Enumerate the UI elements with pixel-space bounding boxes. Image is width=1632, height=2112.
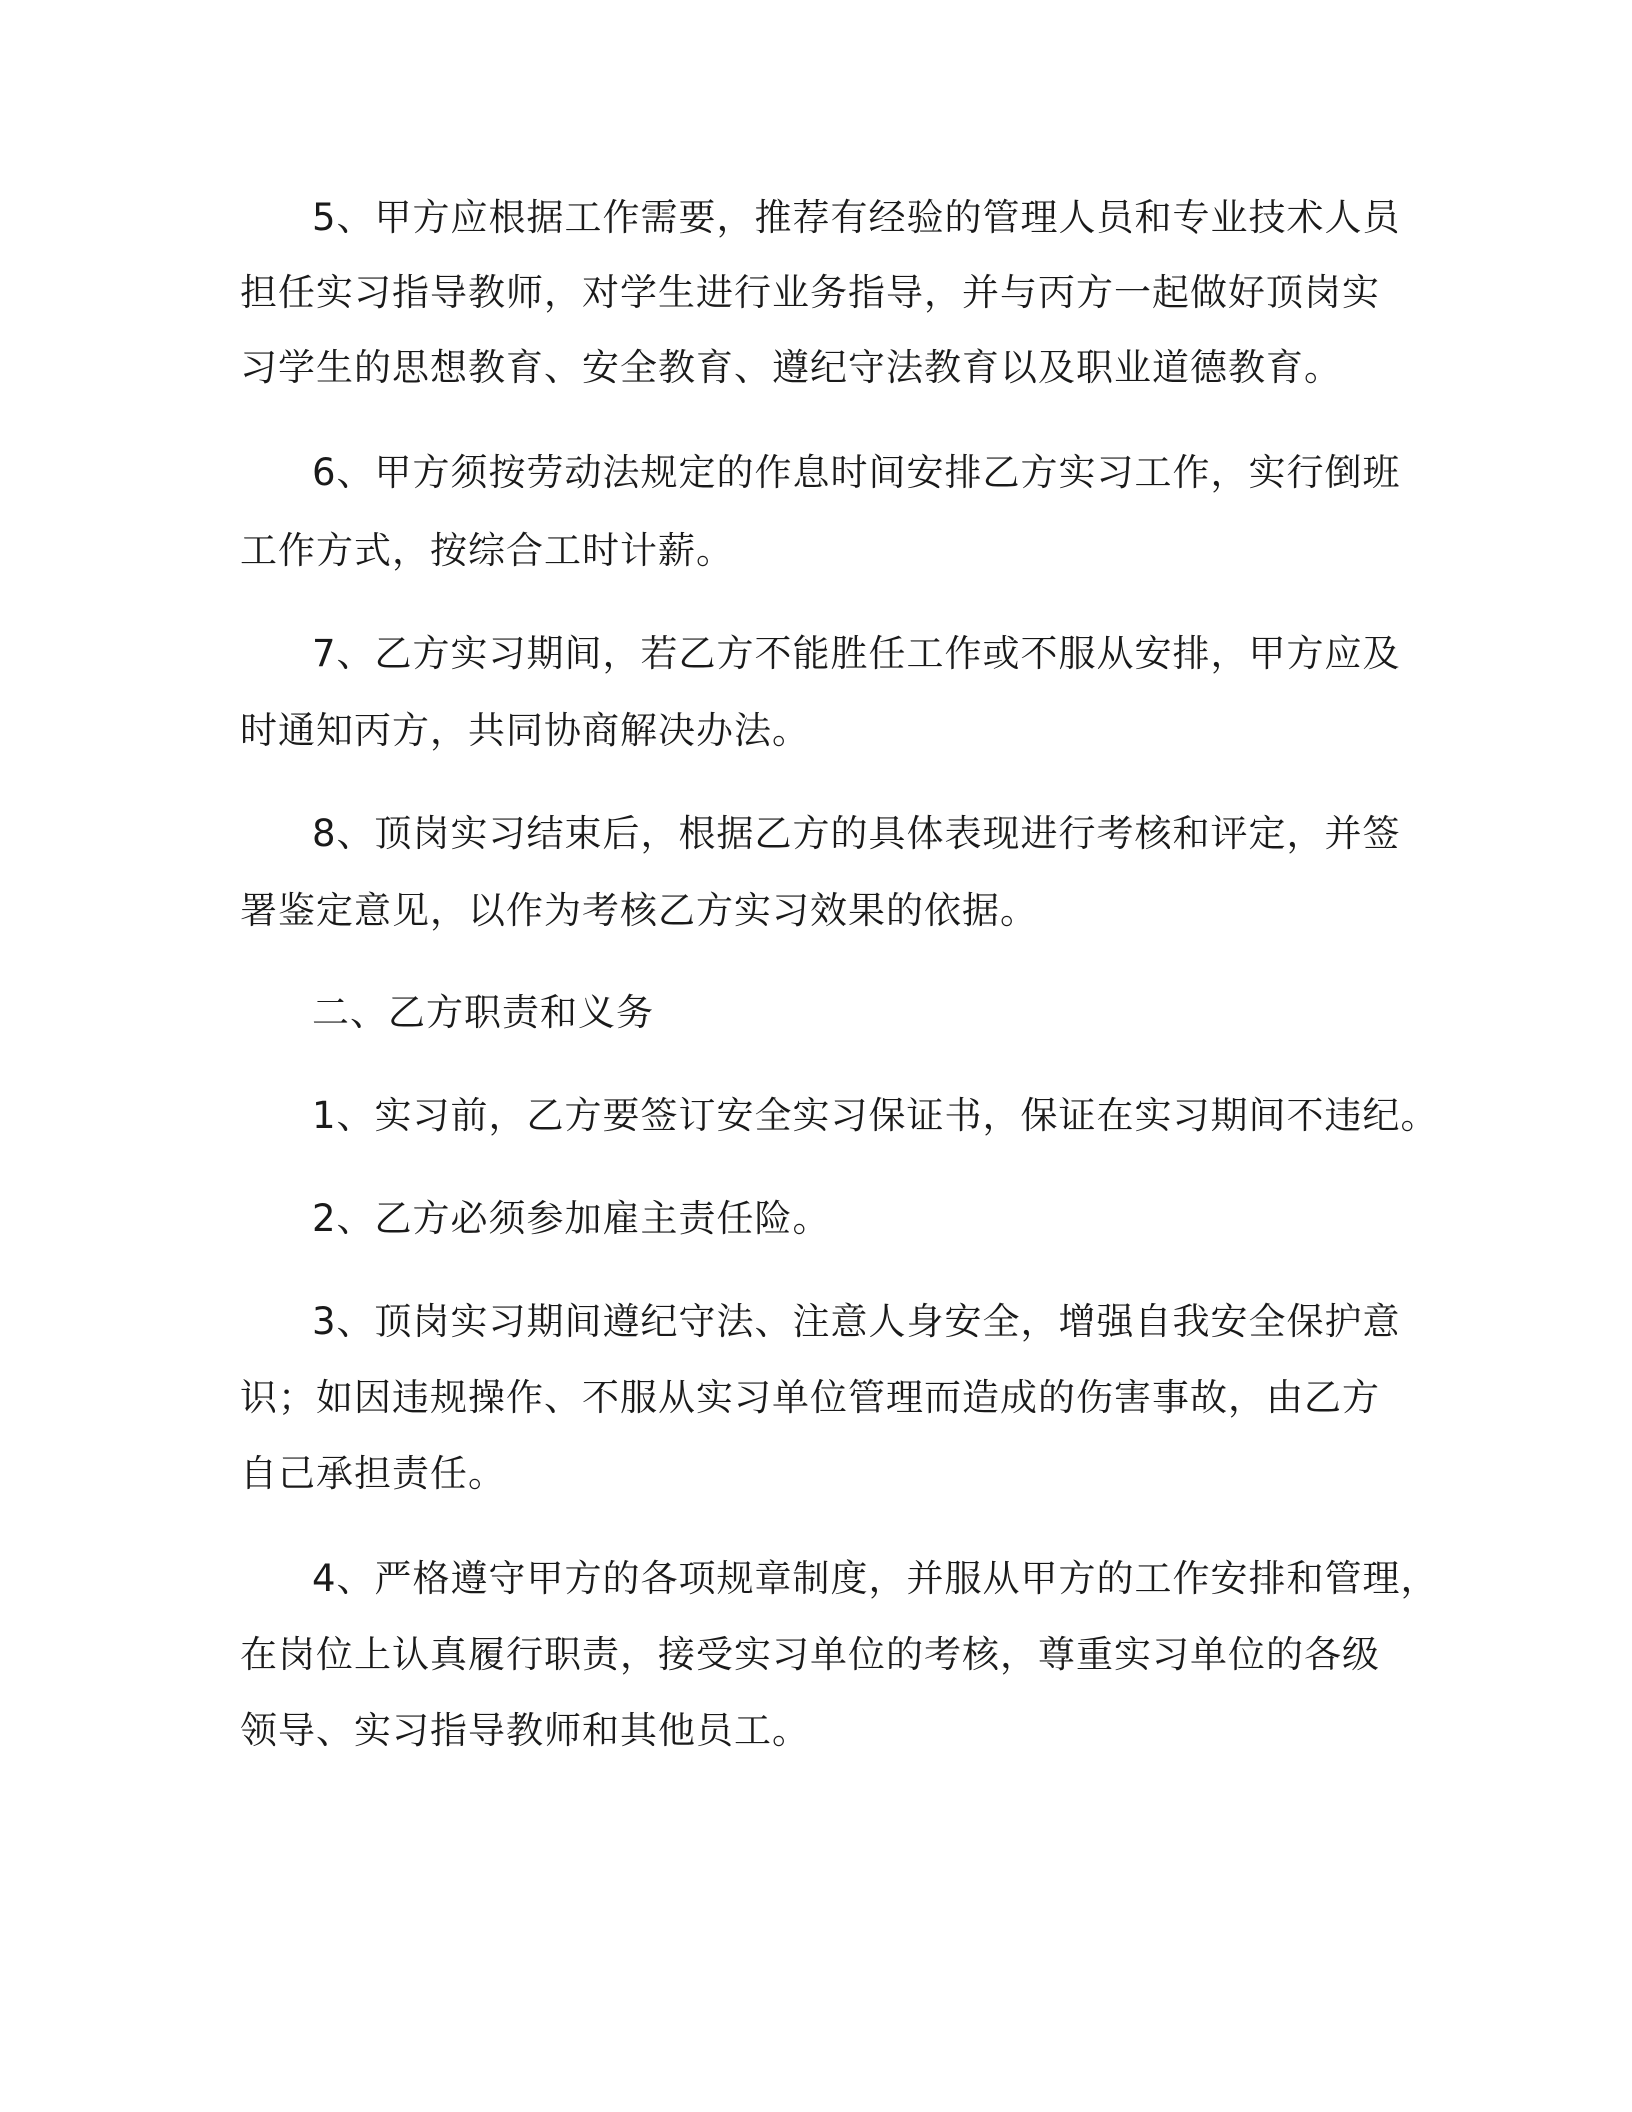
item-4-line-2: 在岗位上认真履行职责，接受实习单位的考核，尊重实习单位的各级 — [240, 1633, 1380, 1676]
paragraph-5-line-1: 5、甲方应根据工作需要，推荐有经验的管理人员和专业技术人员 — [312, 196, 1401, 239]
item-2-line-1: 2、乙方必须参加雇主责任险。 — [312, 1197, 831, 1240]
paragraph-5-line-3: 习学生的思想教育、安全教育、遵纪守法教育以及职业道德教育。 — [240, 346, 1342, 389]
item-1-line-1: 1、实习前，乙方要签订安全实习保证书，保证在实习期间不违纪。 — [312, 1094, 1439, 1137]
section-heading: 二、乙方职责和义务 — [312, 991, 654, 1034]
paragraph-7-line-1: 7、乙方实习期间，若乙方不能胜任工作或不服从安排，甲方应及 — [312, 632, 1401, 675]
paragraph-8-line-2: 署鉴定意见，以作为考核乙方实习效果的依据。 — [240, 889, 1038, 932]
paragraph-6-line-2: 工作方式，按综合工时计薪。 — [240, 529, 734, 572]
item-4-line-1: 4、严格遵守甲方的各项规章制度，并服从甲方的工作安排和管理， — [312, 1557, 1439, 1600]
item-3-line-3: 自己承担责任。 — [240, 1452, 506, 1495]
item-4-line-3: 领导、实习指导教师和其他员工。 — [240, 1709, 810, 1752]
paragraph-6-line-1: 6、甲方须按劳动法规定的作息时间安排乙方实习工作，实行倒班 — [312, 451, 1401, 494]
paragraph-5-line-2: 担任实习指导教师，对学生进行业务指导，并与丙方一起做好顶岗实 — [240, 271, 1380, 314]
item-3-line-1: 3、顶岗实习期间遵纪守法、注意人身安全，增强自我安全保护意 — [312, 1300, 1401, 1343]
paragraph-8-line-1: 8、顶岗实习结束后，根据乙方的具体表现进行考核和评定，并签 — [312, 812, 1401, 855]
item-3-line-2: 识；如因违规操作、不服从实习单位管理而造成的伤害事故，由乙方 — [240, 1376, 1380, 1419]
paragraph-7-line-2: 时通知丙方，共同协商解决办法。 — [240, 709, 810, 752]
